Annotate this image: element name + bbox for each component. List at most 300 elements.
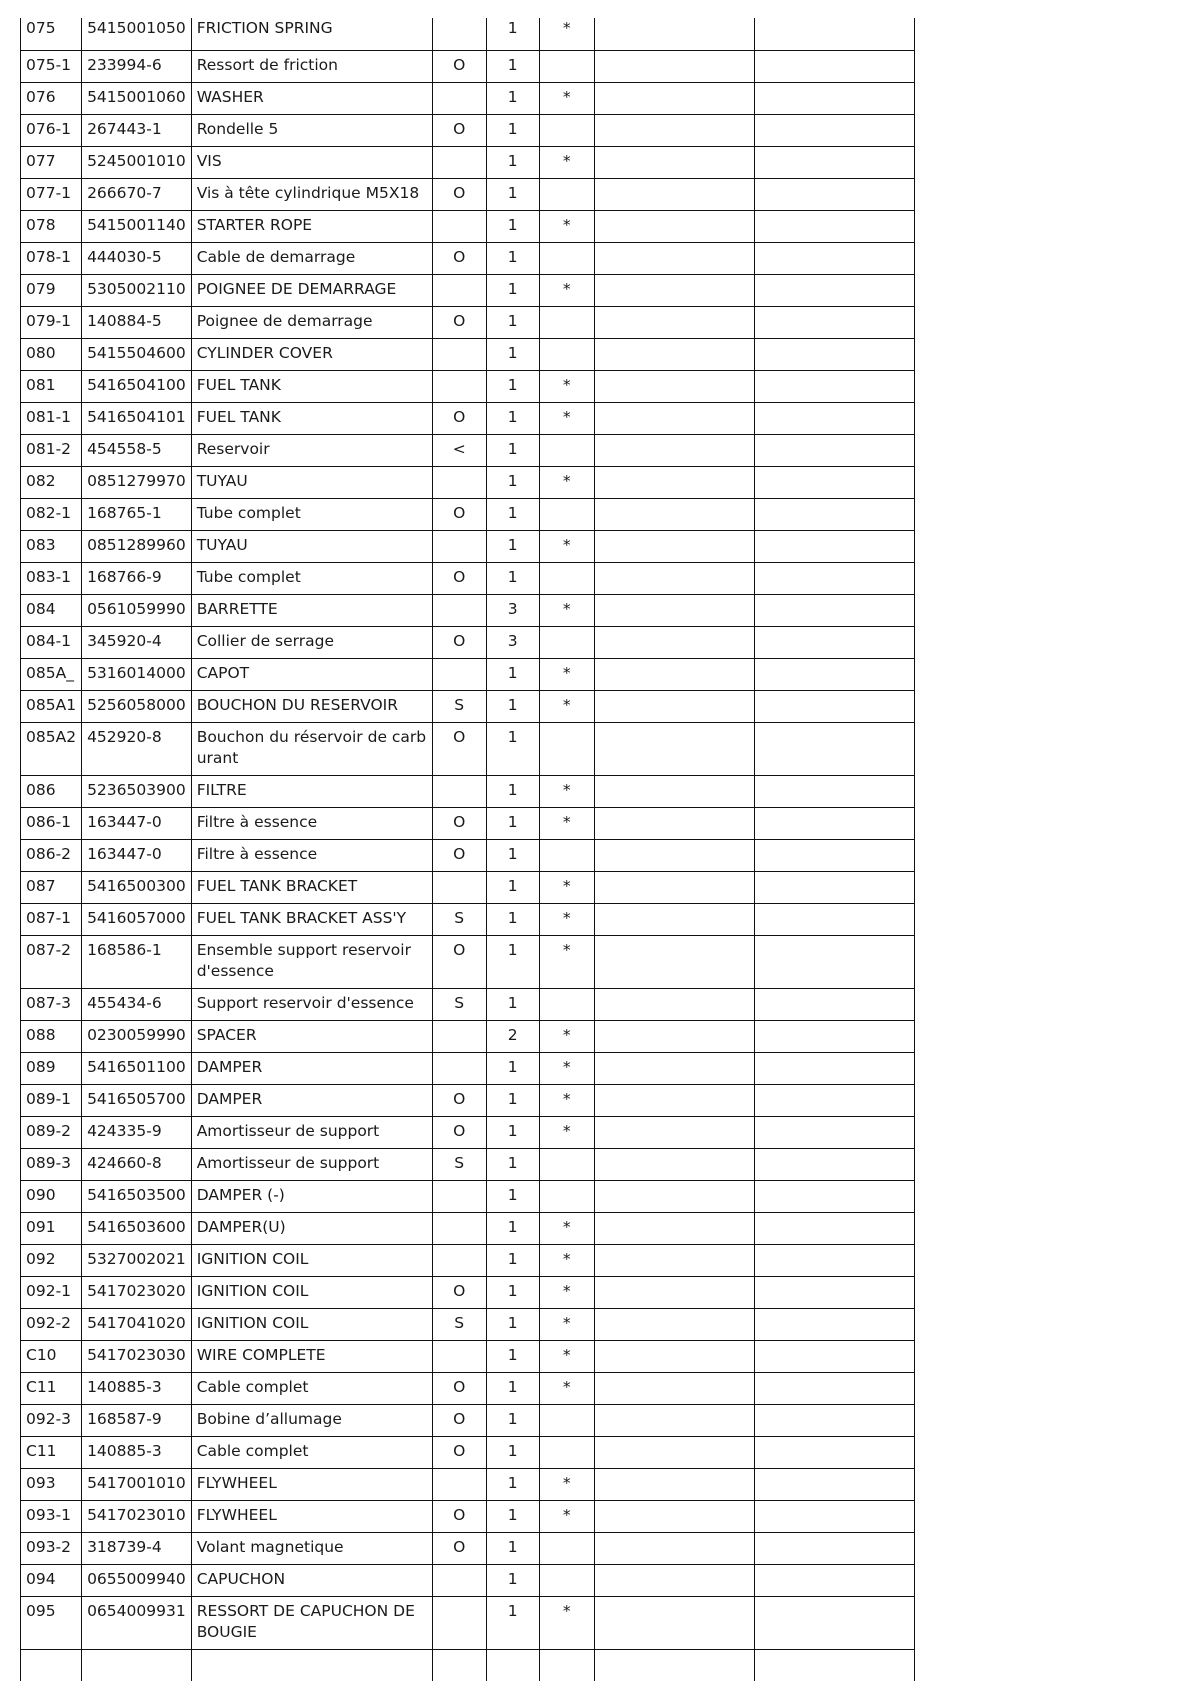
part-number-cell-text: 424660-8 [87,1153,162,1172]
quantity-cell [486,1116,539,1148]
item-number-cell [21,306,82,338]
item-number-cell-text: C11 [26,1441,57,1460]
code-cell-text: O [453,1537,466,1556]
empty-cell [432,1649,486,1681]
code-cell [432,274,486,306]
description-cell-text: DAMPER [196,1057,263,1076]
code-cell-text: O [453,119,466,138]
description-cell-text: Ressort de friction [196,55,338,74]
part-number-cell-text: 5417001010 [87,1473,186,1492]
remarks-cell [754,1596,914,1649]
remarks-cell [754,594,914,626]
item-number-cell-text: 092 [26,1249,56,1268]
empty-cell [594,1649,754,1681]
part-number-cell-text: 444030-5 [87,247,162,266]
code-cell-text [433,1565,486,1569]
table-row [21,1276,915,1308]
description-cell [191,903,432,935]
item-number-cell-text: 086-1 [26,812,72,831]
empty-cell [191,1649,432,1681]
part-number-cell-text: 5416504100 [87,375,186,394]
table-row [21,402,915,434]
description-cell-text: FUEL TANK [196,407,281,426]
remarks-cell [754,1116,914,1148]
item-number-cell-text: 077-1 [26,183,72,202]
description-cell [191,338,432,370]
part-number-cell [82,839,192,871]
quantity-cell-text: 1 [507,439,518,458]
item-number-cell [21,690,82,722]
code-cell [432,658,486,690]
description-cell-text: FUEL TANK BRACKET [196,876,358,895]
notes-cell [594,807,754,839]
code-cell [432,50,486,82]
quantity-cell [486,626,539,658]
code-cell [432,1020,486,1052]
quantity-cell [486,434,539,466]
remarks-cell [754,210,914,242]
part-number-cell-text: 5305002110 [87,279,186,298]
description-cell [191,1436,432,1468]
item-number-cell-text: 086-2 [26,844,72,863]
description-cell [191,1500,432,1532]
quantity-cell [486,1436,539,1468]
part-number-cell [82,370,192,402]
table-row [21,434,915,466]
code-cell [432,146,486,178]
notes-cell [594,871,754,903]
item-number-cell [21,1308,82,1340]
description-cell-text: IGNITION COIL [196,1313,309,1332]
item-number-cell-text: 078 [26,215,56,234]
item-number-cell-text: C11 [26,1377,57,1396]
part-number-cell [82,1052,192,1084]
remarks-cell [754,1308,914,1340]
item-number-cell-text: 076-1 [26,119,72,138]
description-cell-text: BARRETTE [196,599,278,618]
mark-cell-text: * [562,151,571,170]
mark-cell-text: * [562,940,571,959]
code-cell [432,1596,486,1649]
quantity-cell-text: 1 [507,1217,518,1236]
remarks-cell [754,1564,914,1596]
quantity-cell [486,1148,539,1180]
remarks-cell [754,530,914,562]
table-row [21,807,915,839]
quantity-cell-text: 1 [507,844,518,863]
item-number-cell [21,903,82,935]
part-number-cell-text: 5415504600 [87,343,186,362]
code-cell-text [433,371,486,375]
part-number-cell-text: 345920-4 [87,631,162,650]
quantity-cell-text: 1 [507,19,518,37]
item-number-cell [21,1596,82,1649]
notes-cell [594,530,754,562]
quantity-cell-text: 1 [507,1345,518,1364]
notes-cell [594,594,754,626]
description-cell [191,146,432,178]
item-number-cell-text: 087 [26,876,56,895]
part-number-cell-text: 0230059990 [87,1025,186,1044]
quantity-cell [486,82,539,114]
part-number-cell-text: 5415001140 [87,215,186,234]
code-cell-text [433,659,486,663]
code-cell-text [433,211,486,215]
quantity-cell [486,466,539,498]
notes-cell [594,1372,754,1404]
part-number-cell [82,18,192,50]
item-number-cell [21,1500,82,1532]
item-number-cell [21,434,82,466]
quantity-cell-text: 1 [507,407,518,426]
part-number-cell [82,903,192,935]
table-row [21,1052,915,1084]
mark-cell [539,1180,594,1212]
mark-cell-text: * [562,279,571,298]
mark-cell-text [540,435,594,439]
description-cell-text: Tube complet [196,503,301,522]
description-cell [191,988,432,1020]
code-cell [432,935,486,988]
mark-cell-text [540,1149,594,1153]
mark-cell [539,839,594,871]
part-number-cell [82,114,192,146]
remarks-cell [754,903,914,935]
remarks-cell [754,1244,914,1276]
item-number-cell-text: 093-1 [26,1505,72,1524]
table-row [21,1596,915,1649]
code-cell [432,1436,486,1468]
part-number-cell-text: 5415001050 [87,19,186,37]
mark-cell [539,434,594,466]
part-number-cell-text: 0851279970 [87,471,186,490]
part-number-cell [82,146,192,178]
quantity-cell [486,1372,539,1404]
part-number-cell [82,1436,192,1468]
remarks-cell [754,658,914,690]
item-number-cell [21,1180,82,1212]
mark-cell-text [540,243,594,247]
part-number-cell [82,1116,192,1148]
quantity-cell-text: 1 [507,940,518,959]
part-number-cell [82,722,192,775]
notes-cell [594,690,754,722]
code-cell-text: O [453,55,466,74]
item-number-cell [21,658,82,690]
mark-cell [539,1084,594,1116]
description-cell-text: STARTER ROPE [196,215,313,234]
notes-cell [594,498,754,530]
mark-cell-text: * [562,1601,571,1620]
description-cell-text: POIGNEE DE DEMARRAGE [196,279,397,298]
table-row [21,210,915,242]
table-row [21,935,915,988]
item-number-cell-text: 089 [26,1057,56,1076]
code-cell-text [433,1245,486,1249]
item-number-cell-text: 083 [26,535,56,554]
quantity-cell-text: 2 [507,1025,518,1044]
description-cell [191,690,432,722]
part-number-cell [82,530,192,562]
mark-cell [539,146,594,178]
table-row [21,306,915,338]
table-row [21,903,915,935]
mark-cell-text [540,1405,594,1409]
description-cell [191,434,432,466]
part-number-cell-text: 5256058000 [87,695,186,714]
description-cell [191,466,432,498]
mark-cell-text: * [562,375,571,394]
code-cell-text: O [453,1505,466,1524]
code-cell-text: O [453,311,466,330]
description-cell [191,530,432,562]
description-cell [191,210,432,242]
code-cell [432,1500,486,1532]
description-cell-text: FLYWHEEL [196,1505,277,1524]
part-number-cell [82,50,192,82]
item-number-cell-text: 078-1 [26,247,72,266]
table-row [21,1404,915,1436]
code-cell [432,1084,486,1116]
item-number-cell [21,1468,82,1500]
part-number-cell-text: 163447-0 [87,812,162,831]
part-number-cell [82,626,192,658]
table-row [21,839,915,871]
mark-cell-text: * [562,535,571,554]
part-number-cell-text: 163447-0 [87,844,162,863]
item-number-cell-text: 085A2 [26,727,77,746]
item-number-cell [21,370,82,402]
description-cell [191,1596,432,1649]
notes-cell [594,1308,754,1340]
item-number-cell-text: 079-1 [26,311,72,330]
mark-cell [539,722,594,775]
quantity-cell [486,562,539,594]
table-row [21,594,915,626]
mark-cell-text: * [562,908,571,927]
description-cell [191,370,432,402]
code-cell-text [433,275,486,279]
code-cell [432,594,486,626]
mark-cell [539,82,594,114]
quantity-cell [486,658,539,690]
code-cell-text [433,1469,486,1473]
mark-cell [539,807,594,839]
remarks-cell [754,1148,914,1180]
code-cell-text: O [453,727,466,746]
quantity-cell-text: 1 [507,279,518,298]
part-number-cell [82,1084,192,1116]
description-cell [191,242,432,274]
code-cell [432,370,486,402]
mark-cell-text: * [562,19,571,37]
item-number-cell-text: 082-1 [26,503,72,522]
remarks-cell [754,690,914,722]
item-number-cell-text: 083-1 [26,567,72,586]
quantity-cell-text: 1 [507,908,518,927]
item-number-cell-text: 092-2 [26,1313,72,1332]
quantity-cell [486,871,539,903]
quantity-cell [486,146,539,178]
description-cell-text: Bobine d’allumage [196,1409,342,1428]
quantity-cell-text: 1 [507,471,518,490]
item-number-cell [21,1052,82,1084]
description-cell-text: FLYWHEEL [196,1473,277,1492]
mark-cell [539,1020,594,1052]
part-number-cell-text: 168586-1 [87,940,162,959]
code-cell-text [433,872,486,876]
remarks-cell [754,562,914,594]
empty-cell [486,1649,539,1681]
table-row [21,1372,915,1404]
quantity-cell-text: 1 [507,812,518,831]
mark-cell-text [540,989,594,993]
description-cell [191,871,432,903]
mark-cell-text [540,499,594,503]
mark-cell-text: * [562,876,571,895]
notes-cell [594,338,754,370]
notes-cell [594,402,754,434]
notes-cell [594,1532,754,1564]
item-number-cell-text: 095 [26,1601,56,1620]
part-number-cell [82,1276,192,1308]
notes-cell [594,82,754,114]
mark-cell-text [540,627,594,631]
part-number-cell [82,594,192,626]
quantity-cell [486,1020,539,1052]
code-cell-text: O [453,940,466,959]
item-number-cell-text: 094 [26,1569,56,1588]
mark-cell [539,338,594,370]
mark-cell-text [540,307,594,311]
code-cell-text [433,1341,486,1345]
part-number-cell-text: 266670-7 [87,183,162,202]
mark-cell [539,306,594,338]
item-number-cell-text: 089-2 [26,1121,72,1140]
remarks-cell [754,1340,914,1372]
quantity-cell-text: 1 [507,247,518,266]
quantity-cell [486,370,539,402]
mark-cell-text: * [562,215,571,234]
mark-cell [539,1436,594,1468]
quantity-cell-text: 3 [507,599,518,618]
description-cell [191,18,432,50]
notes-cell [594,1148,754,1180]
mark-cell-text: * [562,1313,571,1332]
part-number-cell [82,1372,192,1404]
remarks-cell [754,82,914,114]
quantity-cell-text: 1 [507,1057,518,1076]
table-row [21,1564,915,1596]
quantity-cell-text: 1 [507,343,518,362]
empty-cell [754,1649,914,1681]
code-cell [432,210,486,242]
description-cell-text: Filtre à essence [196,844,318,863]
code-cell [432,1244,486,1276]
description-cell [191,1244,432,1276]
quantity-cell-text: 1 [507,1377,518,1396]
description-cell-text: IGNITION COIL [196,1249,309,1268]
item-number-cell [21,562,82,594]
notes-cell [594,210,754,242]
part-number-cell-text: 0561059990 [87,599,186,618]
table-row [21,658,915,690]
description-cell [191,1468,432,1500]
quantity-cell [486,402,539,434]
table-row [21,50,915,82]
mark-cell [539,1212,594,1244]
mark-cell [539,370,594,402]
mark-cell [539,1052,594,1084]
code-cell [432,82,486,114]
description-cell [191,1116,432,1148]
quantity-cell-text: 1 [507,375,518,394]
part-number-cell-text: 455434-6 [87,993,162,1012]
code-cell [432,114,486,146]
code-cell-text: O [453,631,466,650]
quantity-cell-text: 1 [507,55,518,74]
description-cell-text: Tube complet [196,567,301,586]
part-number-cell [82,1308,192,1340]
quantity-cell [486,988,539,1020]
code-cell-text [433,83,486,87]
part-number-cell-text: 168765-1 [87,503,162,522]
part-number-cell-text: 318739-4 [87,1537,162,1556]
mark-cell [539,210,594,242]
part-number-cell [82,82,192,114]
item-number-cell [21,988,82,1020]
code-cell-text: S [454,1153,465,1172]
mark-cell-text [540,840,594,844]
remarks-cell [754,775,914,807]
item-number-cell-text: 087-2 [26,940,72,959]
quantity-cell [486,1052,539,1084]
code-cell-text: O [453,1089,466,1108]
quantity-cell [486,178,539,210]
part-number-cell [82,1500,192,1532]
notes-cell [594,1020,754,1052]
part-number-cell [82,1340,192,1372]
mark-cell [539,402,594,434]
code-cell-text: O [453,183,466,202]
description-cell-text: Cable complet [196,1377,309,1396]
mark-cell [539,1340,594,1372]
description-cell [191,498,432,530]
code-cell [432,18,486,50]
quantity-cell-text: 1 [507,119,518,138]
description-cell [191,775,432,807]
part-number-cell-text: 5416504101 [87,407,186,426]
quantity-cell-text: 1 [507,1537,518,1556]
item-number-cell-text: 084 [26,599,56,618]
code-cell-text [433,1181,486,1185]
part-number-cell-text: 168587-9 [87,1409,162,1428]
mark-cell-text: * [562,407,571,426]
code-cell-text: O [453,1281,466,1300]
item-number-cell [21,1148,82,1180]
quantity-cell-text: 1 [507,727,518,746]
quantity-cell-text: 1 [507,1313,518,1332]
part-number-cell [82,775,192,807]
description-cell-text: FUEL TANK BRACKET ASS'Y [196,908,407,927]
remarks-cell [754,18,914,50]
notes-cell [594,1340,754,1372]
table-row [21,1020,915,1052]
description-cell [191,658,432,690]
quantity-cell [486,1468,539,1500]
mark-cell [539,1468,594,1500]
description-cell-text: IGNITION COIL [196,1281,309,1300]
